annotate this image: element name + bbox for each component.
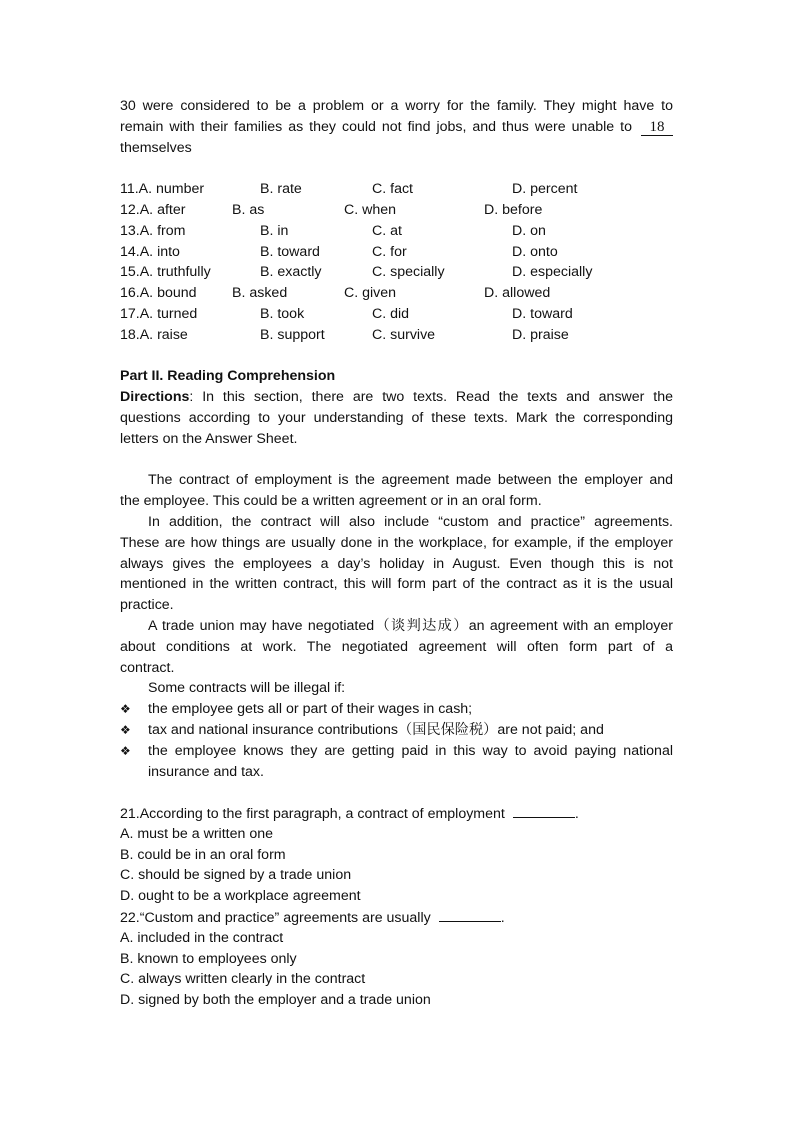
- bullet-text: the employee gets all or part of their wages in cash;: [148, 701, 473, 718]
- passage-line: Some contracts will be illegal if:: [148, 680, 346, 697]
- option-c: C. specially: [372, 264, 445, 281]
- cloze-text-line: themselves: [120, 139, 192, 156]
- option-d: D. before: [484, 201, 543, 218]
- question-text: 22.“Custom and practice” agreements are usually: [120, 910, 431, 927]
- option-c: C. survive: [372, 326, 436, 343]
- cloze-option-row: [120, 200, 673, 221]
- bullet-icon: ❖: [120, 722, 131, 737]
- cloze-text: remain with their families as they could not find jobs, and thus were unable to: [120, 118, 632, 135]
- option-a: 11.A. number: [120, 181, 205, 198]
- bullet-item: [120, 699, 673, 720]
- option-d: D. onto: [512, 243, 558, 260]
- chinese-gloss: （国民保险税）: [398, 721, 498, 738]
- passage-line: These are how things are usually done in the workplace, for example, if the employer: [120, 534, 673, 551]
- option-c: C. when: [344, 201, 397, 218]
- option-d: D. praise: [512, 326, 569, 343]
- option-a: 15.A. truthfully: [120, 264, 211, 281]
- option-a: 13.A. from: [120, 222, 186, 239]
- passage-line: In addition, the contract will also include “custom and practice” agreements.: [148, 513, 673, 530]
- directions-line: [120, 387, 673, 408]
- chinese-gloss: （谈判达成）: [374, 617, 469, 634]
- directions-label: Directions: [120, 389, 190, 406]
- section-heading: Part II. Reading Comprehension: [120, 368, 336, 385]
- cloze-option-row: [120, 242, 673, 263]
- answer-option: D. ought to be a workplace agreement: [120, 888, 361, 905]
- blank-number: 18: [641, 119, 673, 136]
- passage-line: practice.: [120, 597, 174, 614]
- answer-blank[interactable]: [513, 803, 575, 818]
- option-b: B. toward: [260, 243, 320, 260]
- option-b: B. exactly: [260, 264, 322, 281]
- passage-line: contract.: [120, 659, 175, 676]
- passage-line: [120, 616, 673, 637]
- cloze-text-line: 30 were considered to be a problem or a worry for the family. They might have to: [120, 98, 673, 114]
- option-b: B. in: [260, 222, 289, 239]
- answer-option: C. should be signed by a trade union: [120, 867, 352, 884]
- bullet-item: [120, 720, 673, 741]
- passage-text: A trade union may have negotiated: [148, 617, 375, 634]
- directions-line: letters on the Answer Sheet.: [120, 430, 298, 447]
- option-b: B. rate: [260, 181, 302, 198]
- cloze-option-row: [120, 179, 673, 200]
- cloze-option-row: [120, 325, 673, 346]
- option-b: B. support: [260, 326, 325, 343]
- question-end: .: [574, 806, 579, 823]
- option-c: C. at: [372, 222, 402, 239]
- passage-text: an agreement with an employer: [468, 617, 673, 634]
- option-d: D. especially: [512, 264, 593, 281]
- cloze-option-row: [120, 283, 673, 304]
- option-d: D. toward: [512, 305, 573, 322]
- document-page: [120, 96, 673, 1011]
- question-stem: [120, 803, 673, 824]
- directions-text: : In this section, there are two texts. Read the texts and answer the: [189, 389, 673, 406]
- passage-line: mentioned in the written contract, this will form part of the contract as it is the usual: [120, 576, 673, 593]
- bullet-continuation: insurance and tax.: [148, 763, 264, 780]
- bullet-icon: ❖: [120, 743, 131, 758]
- bullet-text: are not paid; and: [497, 721, 604, 738]
- option-d: D. percent: [512, 181, 578, 198]
- option-c: C. fact: [372, 181, 413, 198]
- answer-option: A. must be a written one: [120, 825, 273, 842]
- directions-line: questions according to your understanding of these texts. Mark the corresponding: [120, 409, 673, 426]
- option-b: B. asked: [232, 285, 288, 302]
- option-c: C. given: [344, 285, 397, 302]
- answer-blank[interactable]: [439, 907, 501, 922]
- passage-line: always gives the employees a day’s holiday in August. Even though this is not: [120, 555, 673, 572]
- option-c: C. did: [372, 305, 410, 322]
- bullet-icon: ❖: [120, 702, 131, 717]
- option-a: 14.A. into: [120, 243, 180, 260]
- option-a: 17.A. turned: [120, 305, 198, 322]
- option-d: D. on: [512, 222, 546, 239]
- option-a: 12.A. after: [120, 201, 186, 218]
- option-b: B. took: [260, 305, 305, 322]
- answer-option: B. known to employees only: [120, 950, 297, 967]
- option-d: D. allowed: [484, 285, 551, 302]
- option-c: C. for: [372, 243, 407, 260]
- bullet-item: [120, 741, 673, 762]
- passage-line: The contract of employment is the agreement made between the employer and: [148, 472, 673, 489]
- question-end: .: [500, 910, 505, 927]
- option-a: 16.A. bound: [120, 285, 197, 302]
- cloze-options: [120, 179, 673, 345]
- passage-line: about conditions at work. The negotiated agreement will often form part of a: [120, 638, 673, 655]
- passage-line: the employee. This could be a written agreement or in an oral form.: [120, 493, 542, 510]
- bullet-text: tax and national insurance contributions: [148, 721, 399, 738]
- cloze-option-row: [120, 262, 673, 283]
- bullet-text: the employee knows they are getting paid in this way to avoid paying national: [148, 742, 673, 759]
- question-text: 21.According to the first paragraph, a contract of employment: [120, 806, 505, 823]
- option-b: B. as: [232, 201, 265, 218]
- cloze-text-line: [120, 117, 673, 138]
- answer-option: D. signed by both the employer and a trade union: [120, 992, 431, 1009]
- answer-option: A. included in the contract: [120, 929, 284, 946]
- answer-option: B. could be in an oral form: [120, 846, 286, 863]
- cloze-option-row: [120, 304, 673, 325]
- question-stem: [120, 907, 673, 928]
- option-a: 18.A. raise: [120, 326, 188, 343]
- cloze-option-row: [120, 221, 673, 242]
- answer-option: C. always written clearly in the contract: [120, 971, 366, 988]
